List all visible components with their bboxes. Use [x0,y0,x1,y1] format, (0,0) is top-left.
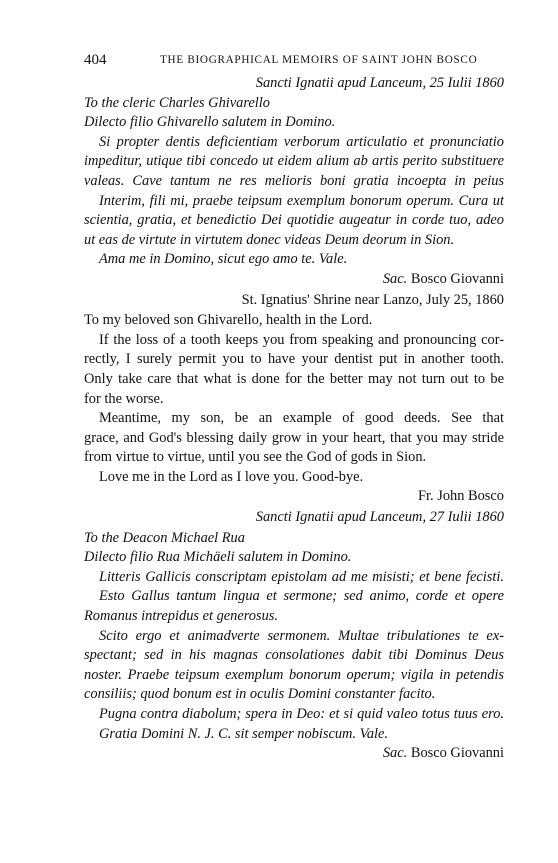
text-line: Esto Gallus tantum lingua et sermone; sed animo, corde et opere [99,588,504,605]
signature: Fr. John Bosco [418,488,504,505]
page-number: 404 [84,52,107,68]
text-line: Litteris Gallicis conscriptam epistolam ad me misisti; et bene fecisti. [99,568,504,585]
text-line: Si propter dentis deficientiam verborum articulatio et pronunciatio [99,133,504,150]
text-line: Meantime, my son, be an example of good deeds. See that [99,410,504,427]
text-line: scientia, gratia, et benedictio Dei quotidie augeatur in corde tuo, adeo [84,212,504,229]
dateline: Sancti Ignatii apud Lanceum, 25 Iulii 1860 [255,75,504,91]
letter-address: To the cleric Charles Ghivarello [84,94,270,111]
text-line: valeas. Cave tantum ne res melioris boni gratia incoepta in peius [84,172,504,189]
text-line: Gratia Domini N. J. C. sit semper nobiscum. Vale. [99,725,388,742]
text-line: Interim, fili mi, praebe teipsum exemplum bonorum operum. Cura ut [99,192,504,209]
text-line: If the loss of a tooth keeps you from speaking and pronouncing cor- [99,331,504,348]
text-line: Only take care that what is done for the better may not turn out to be [84,370,504,387]
signature [84,744,504,764]
letter-address: To the Deacon Michael Rua [84,529,245,546]
text-line: for the worse. [84,390,164,407]
text-line: Pugna contra diabolum; spera in Deo: et si quid valeo totus tuus ero. [99,706,504,722]
text-line: Romanus intrepidus et generosus. [84,608,278,625]
text-line: impeditur, utique tibi concedo ut eidem alium ab artis perito substituere [84,153,504,170]
text-line: from virtue to virtue, until you see the God of gods in Sion. [84,449,427,466]
letter-salutation: Dilecto filio Rua Michäeli salutem in Domino. [84,549,352,566]
text-line: spectant; sed in his magnas consolationes dabit tibi Dominus Deus [84,647,504,664]
text-line: rectly, I surely permit you to have your dentist put in another tooth. [84,351,504,368]
text-line: consiliis; quod bonum est in oculis Domini constanter facito. [84,686,436,703]
letter-salutation: Dilecto filio Ghivarello salutem in Domino. [84,114,336,131]
signature [84,270,504,290]
signature-title: Sac. [382,745,408,762]
signature-name: Bosco Giovanni [410,745,504,762]
letter-salutation: To my beloved son Ghivarello, health in the Lord. [84,312,373,329]
dateline: St. Ignatius' Shrine near Lanzo, July 25, 1860 [241,291,504,308]
text-line: grace, and God's blessing daily grow in your heart, that you may stride [84,429,504,446]
text-line: Scito ergo et animadverte sermonem. Multae tribulationes te ex- [99,627,504,644]
page-header [84,52,504,72]
running-head: THE BIOGRAPHICAL MEMOIRS OF SAINT JOHN BOSCO [160,54,478,66]
letter-2-latin [84,508,504,764]
text-line: ut eas de virtute in virtutem donec videas Deum deorum in Sion. [84,231,455,248]
text-line: noster. Praebe teipsum exemplum bonorum operum; vigila in petendis [84,666,504,683]
book-page [84,52,504,764]
text-line: Love me in the Lord as I love you. Good-bye. [99,468,364,485]
signature-name: Bosco Giovanni [410,270,504,287]
letter-1-english [84,291,504,508]
signature-title: Sac. [382,270,408,287]
letter-1-latin [84,74,504,290]
text-line: Ama me in Domino, sicut ego amo te. Vale. [99,251,348,268]
dateline: Sancti Ignatii apud Lanceum, 27 Iulii 1860 [255,509,504,526]
